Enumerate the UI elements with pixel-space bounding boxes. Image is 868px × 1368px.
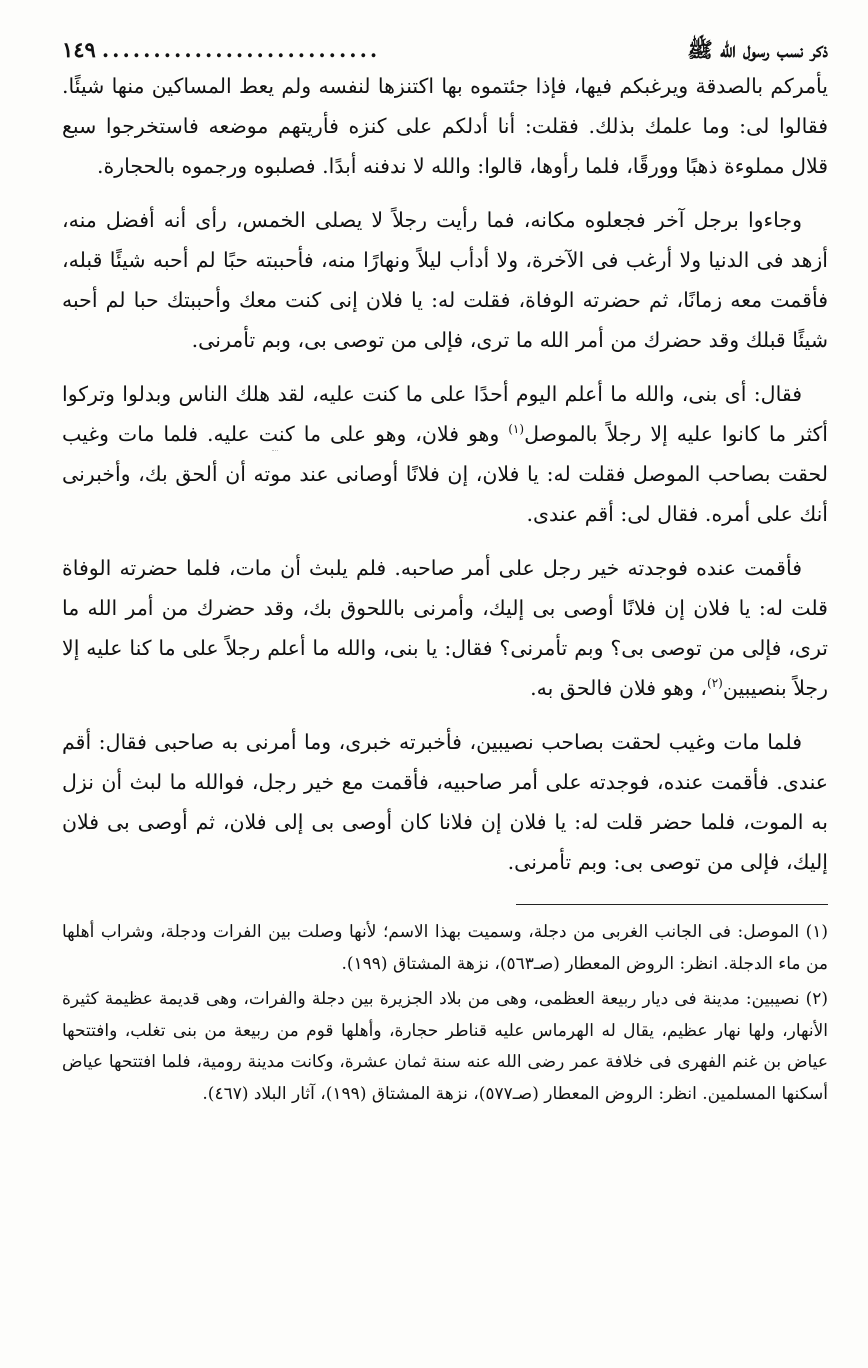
- footnote-ref-1[interactable]: (١): [508, 422, 525, 437]
- footnote-separator: [516, 904, 828, 905]
- footnote-2: (٢) نصيبين: مدينة فى ديار ربيعة العظمى، وهى من بلاد الجزيرة بين دجلة والفرات، وهى قديمة عظيمة كثيرة الأنهار، ولها نهار عظيم، يقال له الهرماس عليه قناطر حجارة، وأهلها قوم من ربيعة من بنى تغلب، وافتتحها عياض بن غنم الفهرى فى خلافة عمر رضى الله عنه سنة ثمان عشرة، وكانت مدينة رومية، فلما افتتحها عياض أسكنها المسلمين. انظر: الروض المعطار (صـ٥٧٧)، نزهة المشتاق (١٩٩)، آثار البلاد (٤٦٧).: [62, 989, 828, 1104]
- chapter-title: ذكر نسب رسول الله ﷺ: [687, 37, 828, 62]
- running-header: [62, 34, 828, 66]
- paragraph-4-text-a: فأقمت عنده فوجدته خير رجل على أمر صاحبه. فلم يلبث أن مات، فلما حضرته الوفاة قلت له: يا فلان إن فلانًا أوصى بى إليك، وأمرنى باللحوق بك، وقد حضرك من أمر الله ما ترى، فإلى من توصى بى؟ وبم تأمرنى؟ فقال: يا بنى، والله ما أعلم رجلاً على ما كنا عليه إلا رجلاً بنصيبين: [62, 556, 828, 700]
- paragraph-4: [62, 548, 828, 708]
- paragraph-4-text-b: ، وهو فلان فالحق به.: [530, 676, 708, 700]
- scan-speck: [272, 450, 278, 454]
- footnote-1: (١) الموصل: فى الجانب الغربى من دجلة، وسميت بهذا الاسم؛ لأنها وصلت بين الفرات ودجلة، وشراب أهلها من ماء الدجلة. انظر: الروض المعطار (صـ٥٦٣)، نزهة المشتاق (١٩٩).: [62, 922, 828, 974]
- footnote-ref-2[interactable]: (٢): [707, 676, 723, 691]
- paragraph-5: فلما مات وغيب لحقت بصاحب نصيبين، فأخبرته خبرى، وما أمرنى به صاحبى فقال: أقم عندى. فأقمت عنده، فوجدته على أمر صاحبيه، فأقمت مع خير رجل، فوالله ما لبث أن نزل به الموت، فلما حضر قلت له: يا فلان إن فلانا كان أوصى بى إلى فلان، ثم أوصى بى فلان إليك، فإلى من توصى بى: وبم تأمرنى.: [62, 730, 828, 874]
- leader-dots: ...........................: [101, 37, 381, 62]
- footnotes: [62, 917, 828, 1110]
- paragraph-1: يأمركم بالصدقة ويرغبكم فيها، فإذا جئتموه بها اكتنزها لنفسه ولم يعط المساكين منها شيئًا. فقالوا لى: وما علمك بذلك. فقلت: أنا أدلكم على كنزه فأريتهم موضعه فاستخرجوا سبع قلال مملوءة ذهبًا وورقًا، فلما رأوها، قالوا: والله لا ندفنه أبدًا. فصلبوه ورجموه بالحجارة.: [62, 74, 828, 178]
- paragraph-3-text-b: وهو فلان، وهو على ما كنت عليه. فلما مات وغيب لحقت بصاحب الموصل فقلت له: يا فلان، إن فلانًا أوصانى عند موته أن ألحق بك، وأخبرنى أنك على أمره. فقال لى: أقم عندى.: [62, 422, 828, 526]
- paragraph-3-text-a: فقال: أى بنى، والله ما أعلم اليوم أحدًا على ما كنت عليه، لقد هلك الناس وبدلوا وتركوا أكثر ما كانوا عليه إلا رجلاً بالموصل: [62, 382, 828, 446]
- main-text: [62, 66, 828, 882]
- paragraph-3: [62, 374, 828, 534]
- paragraph-2: وجاءوا برجل آخر فجعلوه مكانه، فما رأيت رجلاً لا يصلى الخمس، رأى أنه أفضل منه، أزهد فى الدنيا ولا أرغب فى الآخرة، ولا أدأب ليلاً ونهارًا منه، فأحببته حبًا لم أحبه شيئًا قبله، فأقمت معه زمانًا، ثم حضرته الوفاة، فقلت له: يا فلان إنى كنت معك وأحببتك حبا لم أحبه شيئًا قبلك وقد حضرك من أمر الله ما ترى، فإلى من توصى بى، وبم تأمرنى.: [62, 208, 828, 352]
- page-number: ١٤٩: [62, 37, 96, 62]
